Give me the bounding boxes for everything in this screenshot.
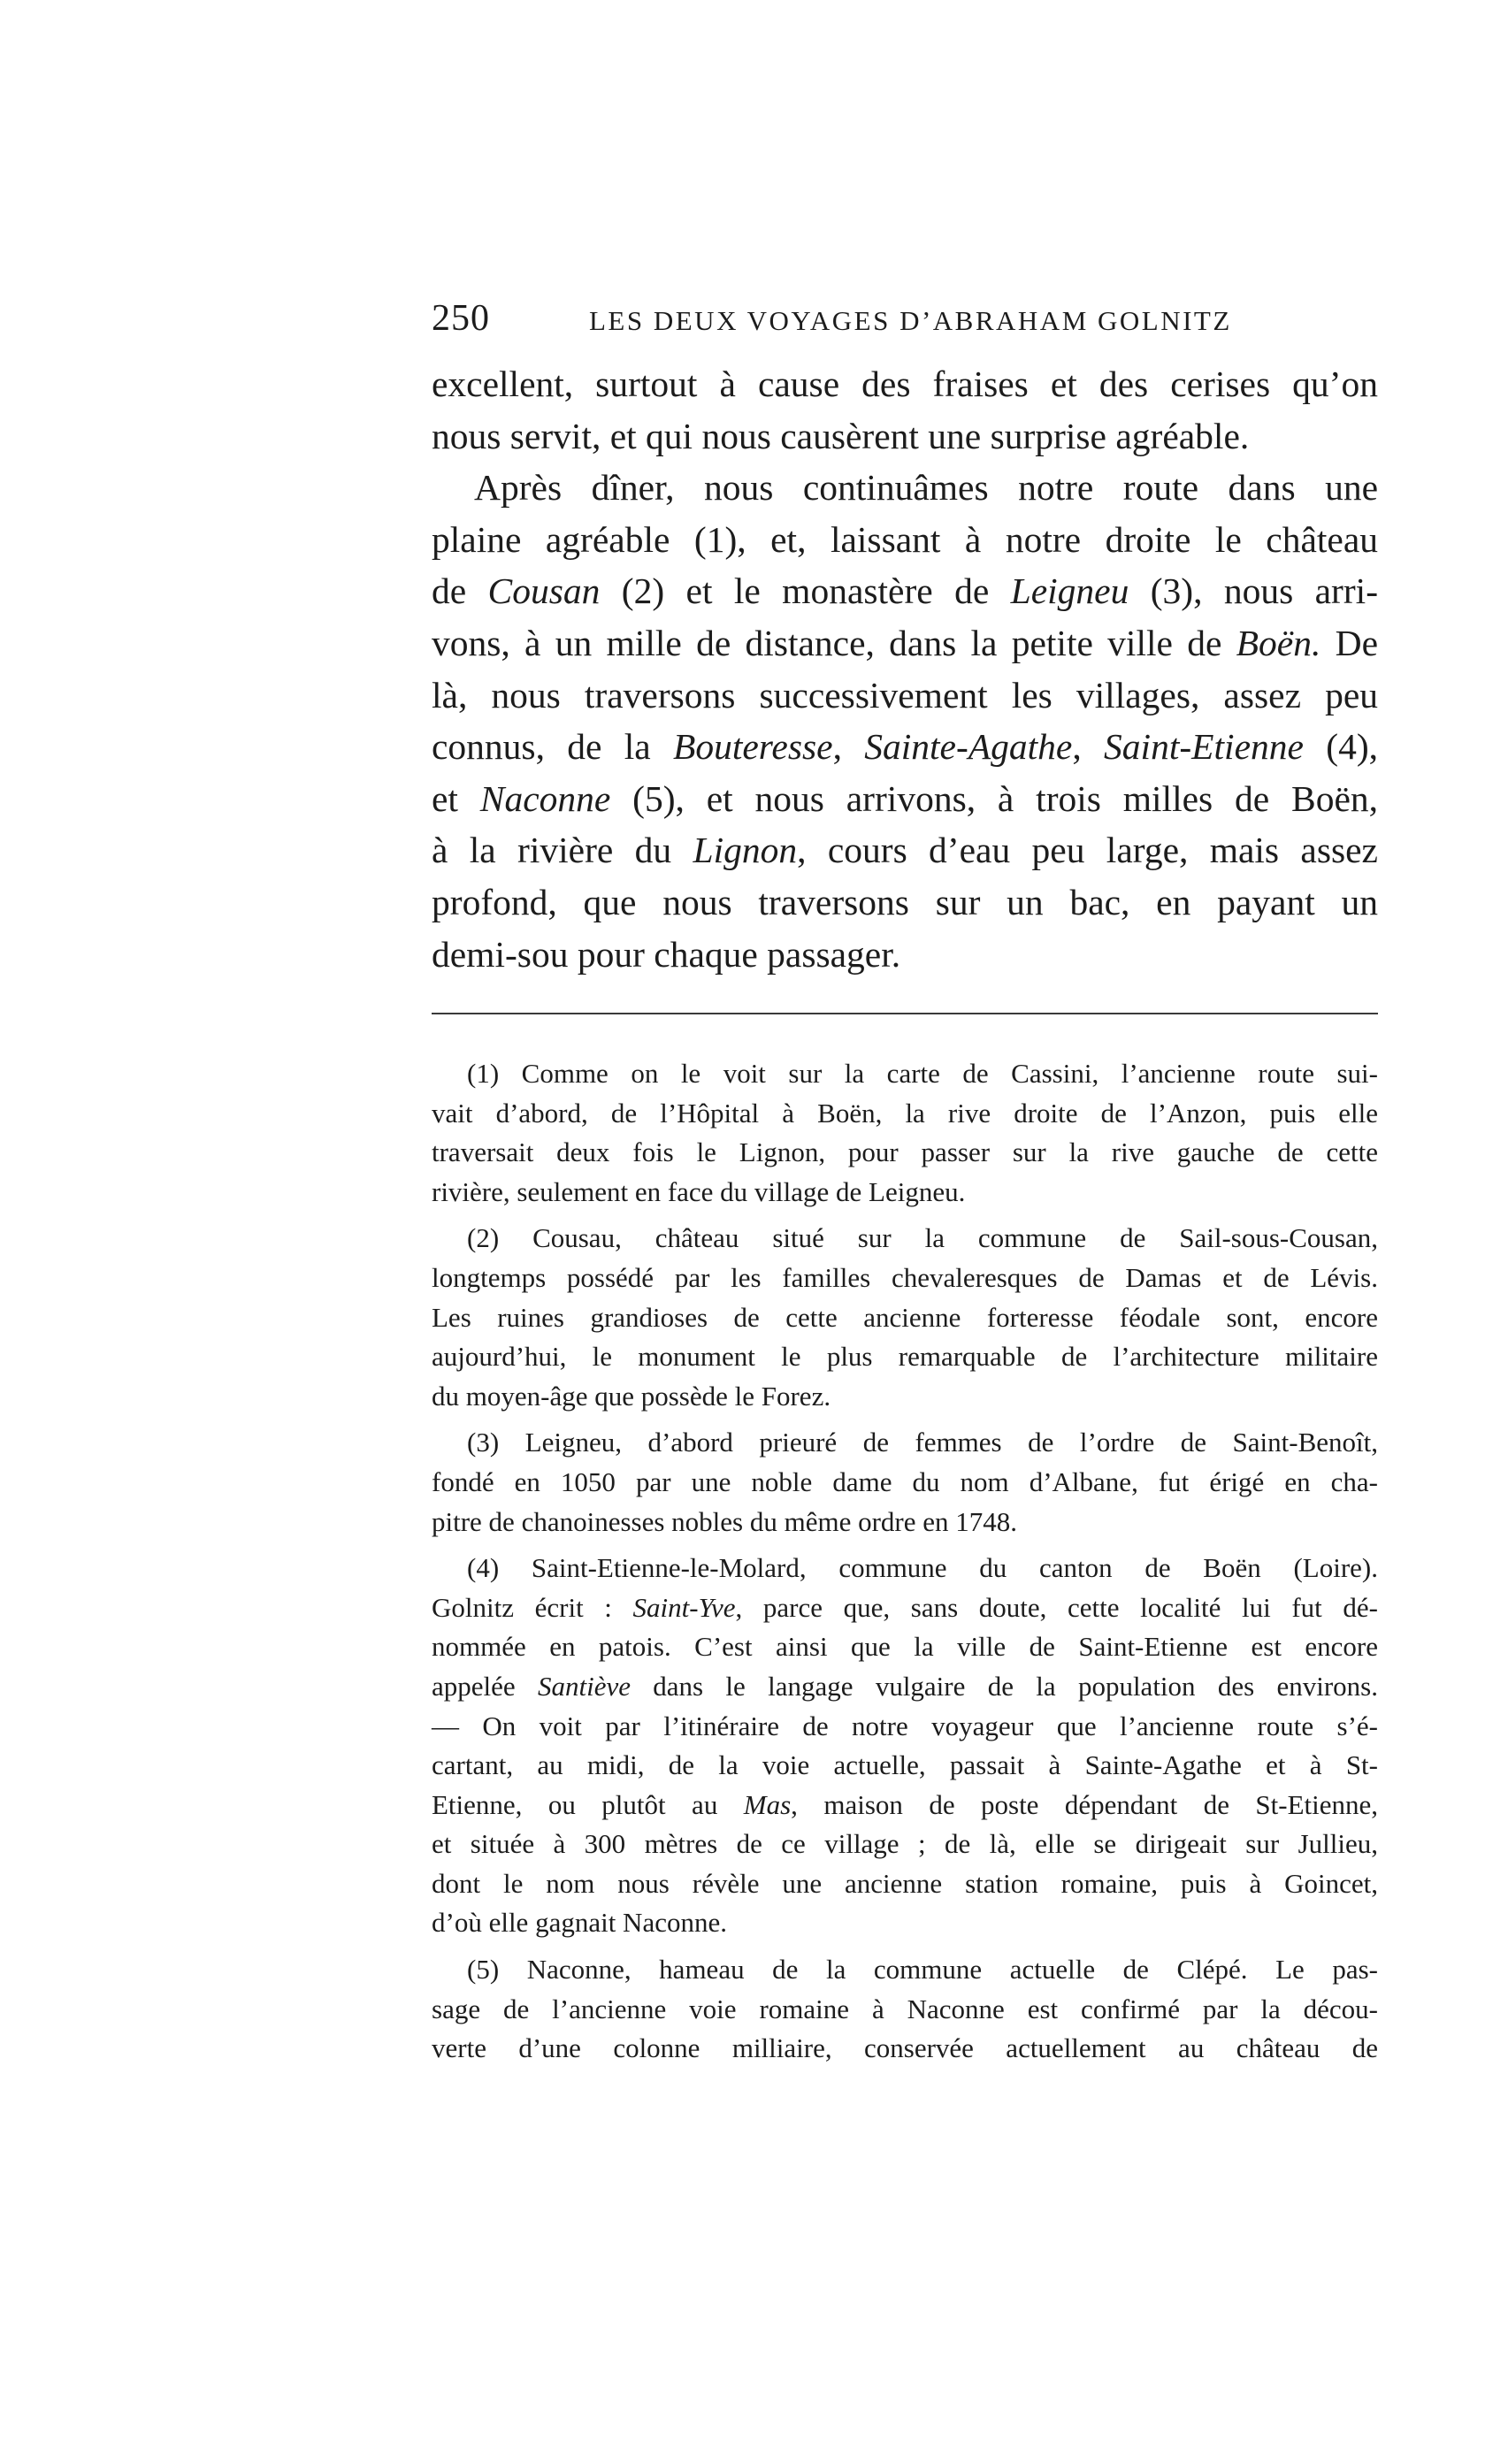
footnote-line: rivière, seulement en face du village de Leigneu. [432, 1175, 966, 1207]
footnote-2 [432, 1219, 1378, 1416]
footnote-line: Les ruines grandioses de cette ancienne forteresse féodale sont, encore [432, 1301, 1378, 1333]
italic-term: Cousan [487, 570, 601, 612]
footnote-3 [432, 1423, 1378, 1542]
page-number: 250 [432, 298, 490, 339]
text-line: nous servit, et qui nous causèrent une surprise agréable. [432, 415, 1250, 456]
footnote-spacer [432, 1416, 1378, 1423]
footnote-line: nommée en patois. C’est ainsi que la ville de Saint-Etienne est encore [432, 1631, 1378, 1663]
text-line: vons, à un mille de distance, dans la petite ville de Boën. De [432, 622, 1378, 663]
footnote-line: Etienne, ou plutôt au Mas, maison de poste dépendant de St-Etienne, [432, 1788, 1378, 1820]
text-line: de Cousan (2) et le monastère de Leigneu (3), nous arri- [432, 570, 1379, 612]
footnote-line: et située à 300 mètres de ce village ; de là, elle se dirigeait sur Jullieu, [432, 1828, 1378, 1860]
text-line: là, nous traversons successivement les villages, assez peu [432, 674, 1378, 715]
italic-term: Lignon [693, 830, 798, 871]
text-line: profond, que nous traversons sur un bac, en payant un [432, 881, 1378, 922]
italic-term: Naconne [479, 777, 611, 819]
footnote-line: fondé en 1050 par une noble dame du nom d’Albane, fut érigé en cha- [432, 1465, 1378, 1497]
footnote-line: (4) Saint-Etienne-le-Molard, commune du canton de Boën (Loire). [467, 1552, 1378, 1584]
footnote-line: (3) Leigneu, d’abord prieuré de femmes de l’ordre de Saint-Benoît, [467, 1427, 1378, 1458]
footnote-line: (1) Comme on le voit sur la carte de Cassini, l’ancienne route sui- [467, 1058, 1378, 1089]
footnote-line: — On voit par l’itinéraire de notre voyageur que l’ancienne route s’é- [432, 1710, 1378, 1741]
running-head [432, 297, 1378, 341]
italic-term: Saint-Yve [632, 1591, 736, 1623]
italic-term: Sainte-Agathe [864, 726, 1073, 768]
text-line: excellent, surtout à cause des fraises et des cerises qu’on [432, 363, 1378, 404]
footnote-line: (2) Cousau, château situé sur la commune de Sail-sous-Cousan, [467, 1222, 1378, 1254]
italic-term: Saint-Etienne [1104, 726, 1304, 768]
text-line: à la rivière du Lignon, cours d’eau peu large, mais assez [432, 830, 1378, 871]
footnote-4 [432, 1549, 1378, 1943]
footnote-spacer [432, 1943, 1378, 1950]
footnote-line: Golnitz écrit : Saint-Yve, parce que, sans doute, cette localité lui fut dé- [432, 1591, 1378, 1623]
footnote-line: vait d’abord, de l’Hôpital à Boën, la rive droite de l’Anzon, puis elle [432, 1097, 1378, 1129]
text-line: plaine agréable (1), et, laissant à notre droite le château [432, 518, 1378, 560]
italic-term: Mas [743, 1788, 792, 1820]
text-line: demi-sou pour chaque passager. [432, 933, 901, 975]
italic-term: Leigneu [1010, 570, 1129, 612]
italic-term: Boën. [1236, 622, 1321, 663]
footnote-line: verte d’une colonne milliaire, conservée actuellement au château de [432, 2032, 1378, 2064]
italic-term: Santiève [537, 1670, 631, 1702]
footnote-line: du moyen-âge que possède le Forez. [432, 1380, 831, 1412]
footnote-5 [432, 1950, 1378, 2069]
footnote-line: longtemps possédé par les familles chevaleresques de Damas et de Lévis. [432, 1261, 1378, 1293]
footnote-line: (5) Naconne, hameau de la commune actuelle de Clépé. Le pas- [467, 1954, 1378, 1986]
footnote-line: appelée Santiève dans le langage vulgaire de la population des environs. [432, 1670, 1378, 1702]
italic-term: Bouteresse [673, 726, 833, 768]
text-line: connus, de la Bouteresse, Sainte-Agathe, Saint-Etienne (4), [432, 726, 1379, 768]
footnotes [432, 1054, 1378, 2069]
text-line: Après dîner, nous continuâmes notre route dans une [474, 467, 1378, 509]
footnote-line: dont le nom nous révèle une ancienne station romaine, puis à Goincet, [432, 1867, 1378, 1899]
footnote-spacer [432, 1542, 1378, 1549]
footnote-line: traversait deux fois le Lignon, pour passer sur la rive gauche de cette [432, 1136, 1378, 1168]
footnote-1 [432, 1054, 1378, 1212]
footnote-line: cartant, au midi, de la voie actuelle, passait à Sainte-Agathe et à St- [432, 1749, 1378, 1781]
running-title: LES DEUX VOYAGES D’ABRAHAM GOLNITZ [589, 305, 1232, 336]
footnote-line: sage de l’ancienne voie romaine à Naconne est confirmé par la décou- [432, 1993, 1378, 2024]
footnote-spacer [432, 1212, 1378, 1219]
footnote-line: pitre de chanoinesses nobles du même ordre en 1748. [432, 1505, 1018, 1537]
footnote-line: d’où elle gagnait Naconne. [432, 1907, 727, 1939]
text-line: et Naconne (5), et nous arrivons, à trois milles de Boën, [432, 777, 1379, 819]
footnote-rule [432, 1013, 1378, 1014]
footnote-line: aujourd’hui, le monument le plus remarquable de l’architecture militaire [432, 1341, 1378, 1373]
main-text [432, 358, 1378, 980]
